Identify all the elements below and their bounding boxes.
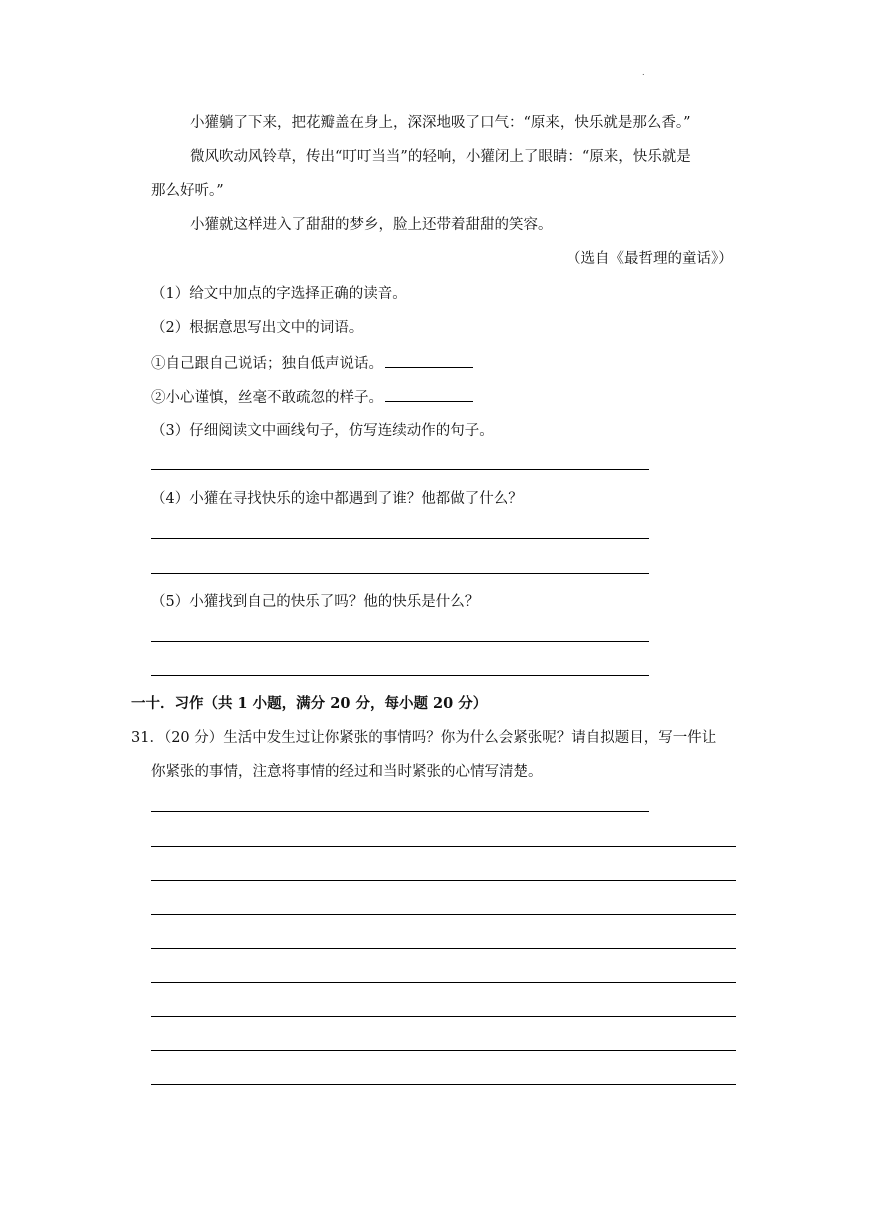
essay-line-4[interactable] — [151, 914, 736, 915]
essay-line-8[interactable] — [151, 1050, 736, 1051]
essay-line-5[interactable] — [151, 948, 736, 949]
question-31-line-1: 31．（20 分）生活中发生过让你紧张的事情吗？你为什么会紧张呢？请自拟题目，写一件让 — [131, 730, 717, 746]
section-heading: 一十．习作（共 1 小题，满分 20 分，每小题 20 分） — [131, 695, 488, 712]
question-5: （5）小獾找到自己的快乐了吗？他的快乐是什么？ — [151, 594, 480, 610]
answer-line-4a[interactable] — [151, 538, 649, 539]
story-source: （选自《最哲理的童话》） — [566, 251, 733, 267]
answer-blank-2a[interactable] — [385, 353, 473, 368]
question-2b — [151, 387, 473, 408]
question-2b-text: ②小心谨慎，丝毫不敢疏忽的样子。 — [151, 390, 383, 406]
question-1: （1）给文中加点的字选择正确的读音。 — [151, 286, 407, 302]
question-3: （3）仔细阅读文中画线句子，仿写连续动作的句子。 — [151, 423, 494, 439]
question-31-line-2: 你紧张的事情，注意将事情的经过和当时紧张的心情写清楚。 — [151, 764, 543, 780]
question-2a-text: ①自己跟自己说话；独自低声说话。 — [151, 356, 383, 372]
essay-line-1[interactable] — [151, 811, 649, 812]
answer-line-5b[interactable] — [151, 675, 649, 676]
essay-line-7[interactable] — [151, 1016, 736, 1017]
answer-blank-2b[interactable] — [385, 387, 473, 402]
question-4: （4）小獾在寻找快乐的途中都遇到了谁？他都做了什么？ — [151, 491, 523, 507]
question-2: （2）根据意思写出文中的词语。 — [151, 320, 364, 336]
answer-line-4b[interactable] — [151, 573, 649, 574]
answer-line-3[interactable] — [151, 469, 649, 470]
answer-line-5a[interactable] — [151, 641, 649, 642]
story-paragraph-3: 小獾就这样进入了甜甜的梦乡，脸上还带着甜甜的笑容。 — [190, 217, 553, 233]
story-paragraph-2-line-1: 微风吹动风铃草，传出“叮叮当当”的轻响，小獾闭上了眼睛：“原来，快乐就是 — [190, 149, 691, 165]
page-mark: . — [642, 68, 645, 77]
story-paragraph-1: 小獾躺了下来，把花瓣盖在身上，深深地吸了口气：“原来，快乐就是那么香。” — [190, 115, 691, 131]
essay-line-6[interactable] — [151, 982, 736, 983]
story-paragraph-2-line-2: 那么好听。” — [151, 183, 224, 199]
question-2a — [151, 353, 473, 374]
essay-line-9[interactable] — [151, 1084, 736, 1085]
essay-line-2[interactable] — [151, 846, 736, 847]
essay-line-3[interactable] — [151, 880, 736, 881]
